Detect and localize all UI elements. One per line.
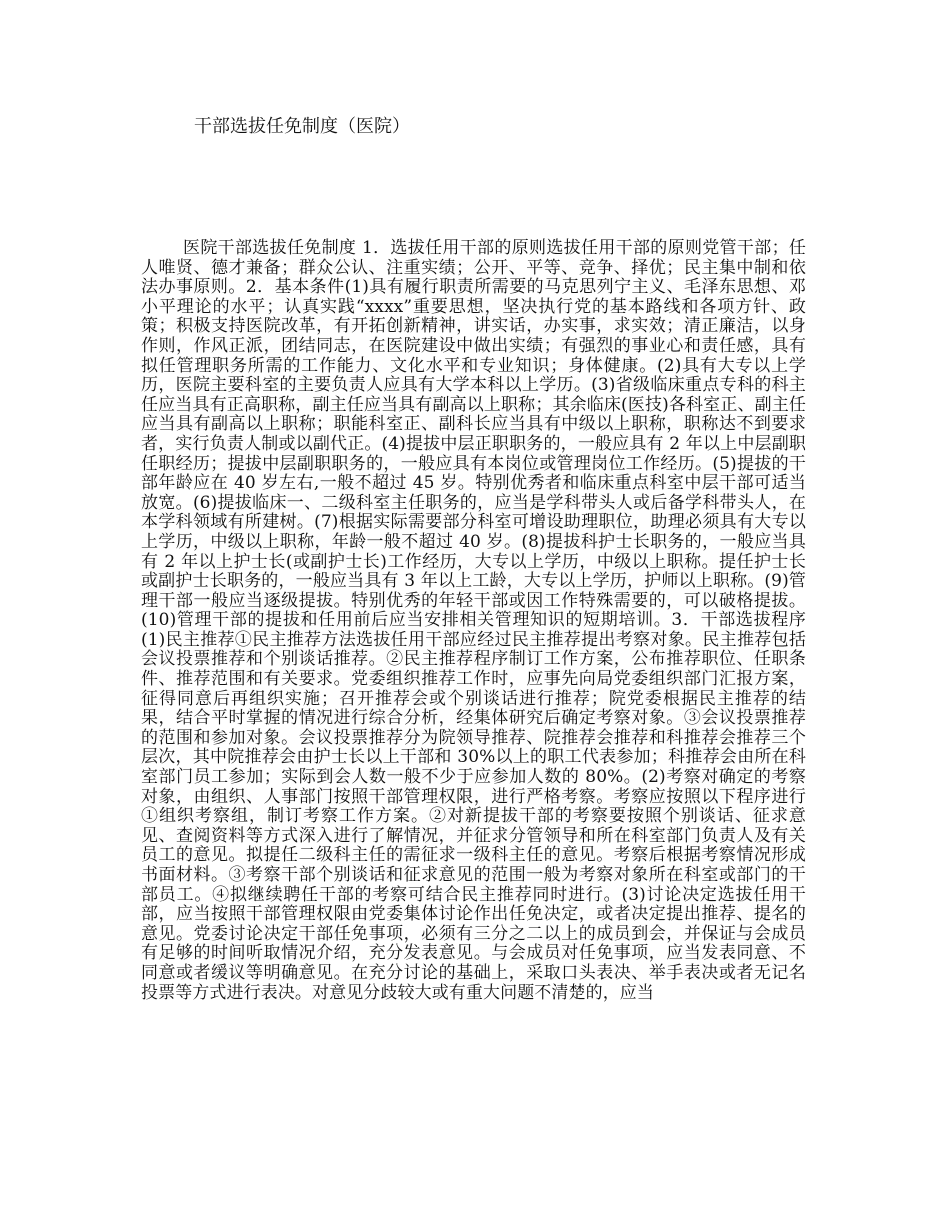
document-title: 干部选拔任免制度（医院） xyxy=(194,116,410,137)
document-body: 医院干部选拔任免制度 1．选拔任用干部的原则选拔任用干部的原则党管干部；任人唯贤、德才兼备；群众公认、注重实绩；公开、平等、竞争、择优；民主集中制和依法办事原则。2．基本条件(1)具有履行职责所需要的马克思列宁主义、毛泽东思想、邓小平理论的水平；认真实践“xxxx”重要思想，坚决执行党的基本路线和各项方针、政策；积极支持医院改革，有开拓创新精神，讲实话，办实事，求实效；清正廉洁，以身作则，作风正派，团结同志，在医院建设中做出实绩；有强烈的事业心和责任感，具有拟任管理职务所需的工作能力、文化水平和专业知识；身体健康。(2)具有大专以上学历，医院主要科室的主要负责人应具有大学本科以上学历。(3)省级临床重点专科的科主任应当具有正高职称，副主任应当具有副高以上职称；其余临床(医技)各科室正、副主任应当具有副高以上职称；职能科室正、副科长应当具有中级以上职称，职称达不到要求者，实行负责人制或以副代正。(4)提拔中层正职职务的，一般应具有 2 年以上中层副职任职经历；提拔中层副职职务的，一般应具有本岗位或管理岗位工作经历。(5)提拔的干部年龄应在 40 岁左右,一般不超过 45 岁。特别优秀者和临床重点科室中层干部可适当放宽。(6)提拔临床一、二级科室主任职务的，应当是学科带头人或后备学科带头人，在本学科领域有所建树。(7)根据实际需要部分科室可增设助理职位，助理必须具有大专以上学历，中级以上职称，年龄一般不超过 40 岁。(8)提拔科护士长职务的，一般应当具有 2 年以上护士长(或副护士长)工作经历，大专以上学历，中级以上职称。提任护士长或副护士长职务的，一般应当具有 3 年以上工龄，大专以上学历，护师以上职称。(9)管理干部一般应当逐级提拔。特别优秀的年轻干部或因工作特殊需要的，可以破格提拔。(10)管理干部的提拔和任用前后应当安排相关管理知识的短期培训。3．干部选拔程序(1)民主推荐①民主推荐方法选拔任用干部应经过民主推荐提出考察对象。民主推荐包括会议投票推荐和个别谈话推荐。②民主推荐程序制订工作方案，公布推荐职位、任职条件、推荐范围和有关要求。党委组织推荐工作时，应事先向局党委组织部门汇报方案，征得同意后再组织实施；召开推荐会或个别谈话进行推荐；院党委根据民主推荐的结果，结合平时掌握的情况进行综合分析，经集体研究后确定考察对象。③会议投票推荐的范围和参加对象。会议投票推荐分为院领导推荐、院推荐会推荐和科推荐会推荐三个层次，其中院推荐会由护士长以上干部和 30%以上的职工代表参加；科推荐会由所在科室部门员工参加；实际到会人数一般不少于应参加人数的 80%。(2)考察对确定的考察对象，由组织、人事部门按照干部管理权限，进行严格考察。考察应按照以下程序进行①组织考察组，制订考察工作方案。②对新提拔干部的考察要按照个别谈话、征求意见、查阅资料等方式深入进行了解情况，并征求分管领导和所在科室部门负责人及有关员工的意见。拟提任二级科主任的需征求一级科主任的意见。考察后根据考察情况形成书面材料。③考察干部个别谈话和征求意见的范围一般为考察对象所在科室或部门的干部员工。④拟继续聘任干部的考察可结合民主推荐同时进行。(3)讨论决定选拔任用干部，应当按照干部管理权限由党委集体讨论作出任免决定，或者决定提出推荐、提名的意见。党委讨论决定干部任免事项，必须有三分之二以上的成员到会，并保证与会成员有足够的时间听取情况介绍，充分发表意见。与会成员对任免事项，应当发表同意、不同意或者缓议等明确意见。在充分讨论的基础上，采取口头表决、举手表决或者无记名投票等方式进行表决。对意见分歧较大或有重大问题不清楚的，应当 xyxy=(141,238,806,1003)
